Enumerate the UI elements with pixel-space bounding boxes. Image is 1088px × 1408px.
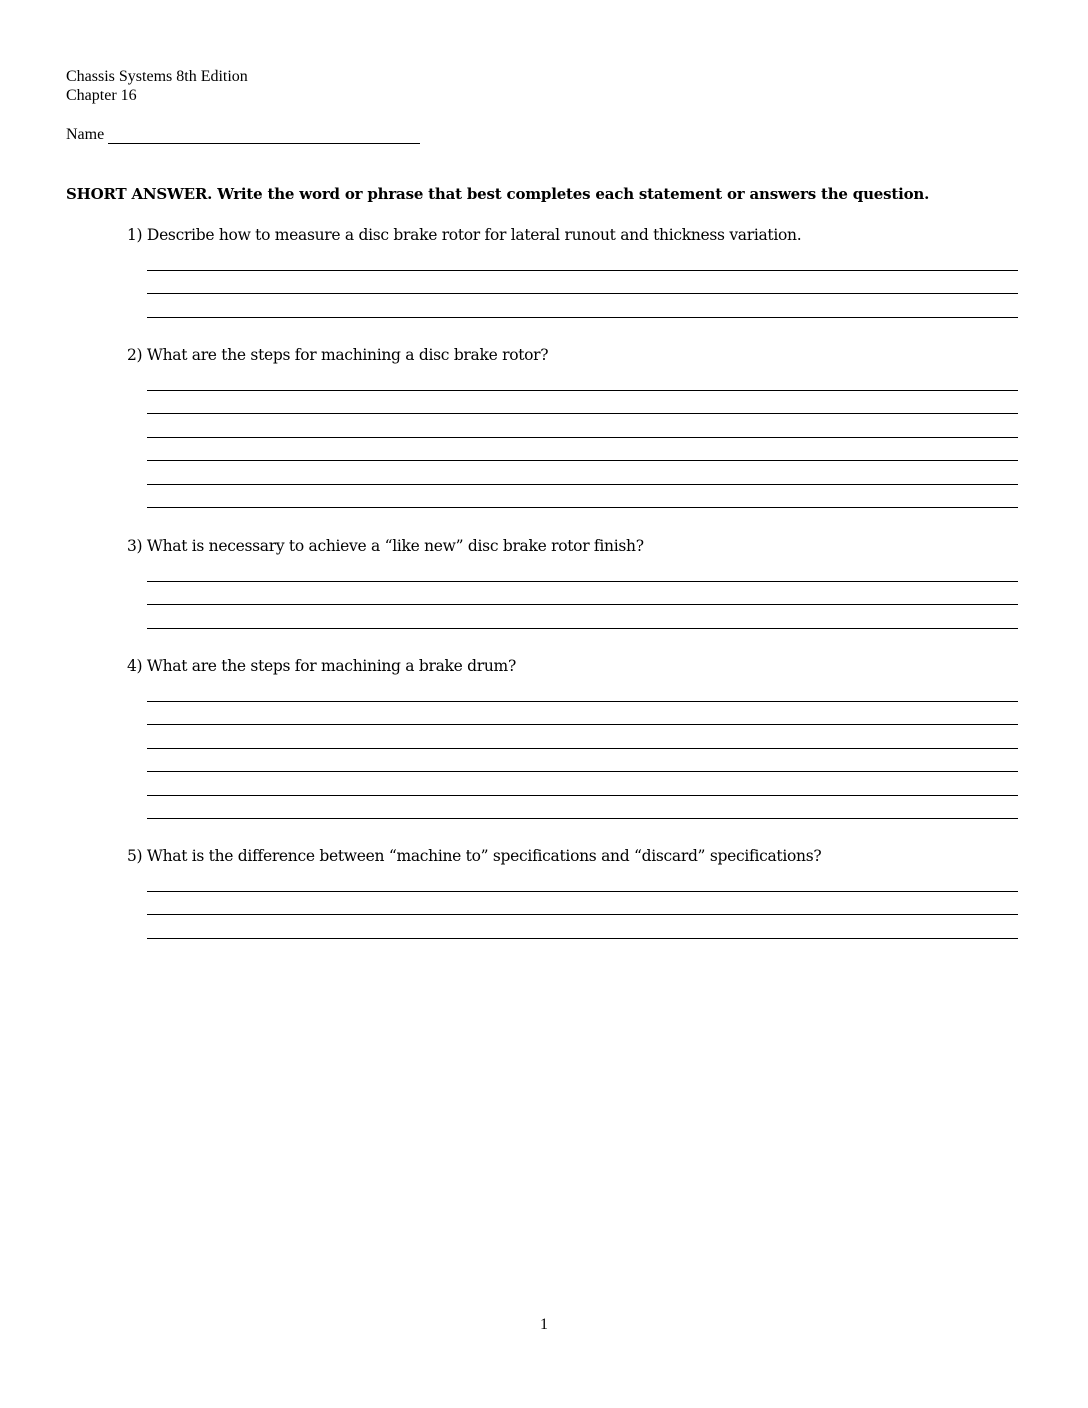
answer-line[interactable] [147, 317, 1018, 318]
answer-line[interactable] [147, 460, 1018, 461]
answer-line[interactable] [147, 604, 1018, 605]
answer-line[interactable] [147, 628, 1018, 629]
name-label: Name [66, 126, 105, 143]
name-field-line[interactable] [108, 143, 420, 144]
answer-line[interactable] [147, 818, 1018, 819]
instructions: SHORT ANSWER. Write the word or phrase that best completes each statement or answers the question. [66, 185, 930, 203]
answer-line[interactable] [147, 390, 1018, 391]
answer-line[interactable] [147, 701, 1018, 702]
page-number: 1 [540, 1316, 548, 1333]
answer-line[interactable] [147, 938, 1018, 939]
answer-line[interactable] [147, 413, 1018, 414]
question-text: 3) What is necessary to achieve a “like new” disc brake rotor finish? [127, 537, 644, 555]
answer-line[interactable] [147, 891, 1018, 892]
answer-line[interactable] [147, 795, 1018, 796]
answer-line[interactable] [147, 507, 1018, 508]
question-text: 4) What are the steps for machining a brake drum? [127, 657, 516, 675]
answer-line[interactable] [147, 293, 1018, 294]
answer-line[interactable] [147, 914, 1018, 915]
answer-line[interactable] [147, 270, 1018, 271]
book-title: Chassis Systems 8th Edition [66, 68, 248, 85]
answer-line[interactable] [147, 771, 1018, 772]
question-text: 1) Describe how to measure a disc brake rotor for lateral runout and thickness variation. [127, 226, 802, 244]
question-text: 5) What is the difference between “machine to” specifications and “discard” specifications? [127, 847, 822, 865]
chapter-label: Chapter 16 [66, 87, 137, 104]
question-text: 2) What are the steps for machining a disc brake rotor? [127, 346, 549, 364]
answer-line[interactable] [147, 724, 1018, 725]
answer-line[interactable] [147, 748, 1018, 749]
answer-line[interactable] [147, 484, 1018, 485]
answer-line[interactable] [147, 437, 1018, 438]
answer-line[interactable] [147, 581, 1018, 582]
